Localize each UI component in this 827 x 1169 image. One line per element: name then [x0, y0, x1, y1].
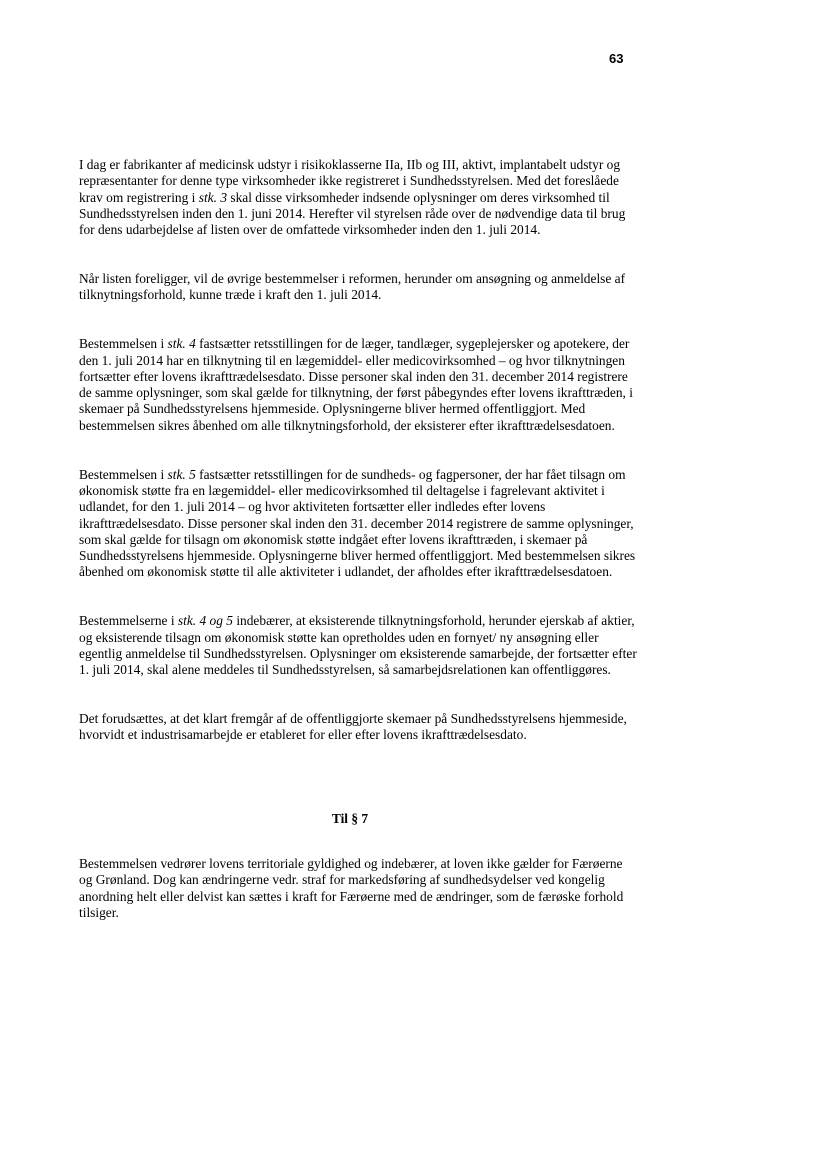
paragraph-text: Bestemmelserne i — [79, 613, 178, 629]
paragraph-text: Bestemmelsen i — [79, 336, 168, 352]
paragraph-stk-4 — [79, 336, 639, 434]
paragraph-forms — [79, 711, 639, 744]
paragraph-stk-4-and-5 — [79, 613, 639, 678]
legal-reference: stk. 3 — [198, 189, 228, 205]
document-body — [79, 157, 639, 776]
paragraph-text: fastsætter retsstillingen for de sundheds- og fagpersoner, der har fået tilsagn om økonomisk støtte fra en lægemiddel- eller medicovirksomhed til deltagelse i fagrelevant aktivitet i udlandet, for den 1. juli 2014 – og hvor aktiviteten fortsætter eller indledes efter lovens ikrafttrædelsesdato. Disse personer skal inden den 31. december 2014 registrere de samme oplysninger, som skal gælde for tilsagn om økonomisk støtte indgået efter lovens ikrafttræden, i skemaer på Sundhedsstyrelsens hjemmeside. Oplysningerne bliver hermed offentliggjort. Med bestemmelsen sikres åbenhed om økonomisk støtte til alle aktiviteter i udlandet, der afholdes efter ikrafttrædelsesdatoen. — [79, 466, 636, 580]
paragraph-list-available — [79, 271, 639, 304]
legal-reference: stk. 4 og 5 — [177, 613, 233, 629]
paragraph-territorial — [79, 856, 639, 921]
paragraph-registration — [79, 157, 639, 238]
legal-reference: stk. 4 — [167, 336, 196, 352]
paragraph-text: Bestemmelsen i — [79, 466, 168, 482]
paragraph-text: I dag er fabrikanter af medicinsk udstyr i risikoklasserne IIa, IIb og III, aktivt, implantabelt udstyr og repræsentanter for denne type virksomheder ikke registreret i Sundhedsstyrelsen. Med det foreslåede krav om registrering i — [79, 157, 621, 205]
paragraph-text: Bestemmelsen vedrører lovens territoriale gyldighed og indebærer, at loven ikke gælder for Færøerne og Grønland. Dog kan ændringerne vedr. straf for markedsføring af sundhedsydelser ved kongelig anordning helt eller delvist kan sættes i kraft for Færøerne med de ændringer, som de færøske forhold tilsiger. — [79, 856, 624, 920]
paragraph-stk-5 — [79, 467, 639, 581]
page-number: 63 — [609, 51, 624, 66]
section-heading: Til § 7 — [331, 811, 369, 826]
paragraph-text: fastsætter retsstillingen for de læger, tandlæger, sygeplejersker og apotekere, der den 1. juli 2014 har en tilknytning til en lægemiddel- eller medicovirksomhed – og hvor tilknytningen fortsætter efter lovens ikrafttrædelsesdato. Disse personer skal inden den 31. december 2014 registrere de samme oplysninger, som skal gælde for tilknytning, der først påbegyndes efter lovens ikrafttræden, i skemaer på Sundhedsstyrelsens hjemmeside. Oplysningerne bliver hermed offentliggjort. Med bestemmelsen sikres åbenhed om alle tilknytningsforhold, der eksisterer efter ikrafttrædelsesdatoen. — [79, 336, 633, 433]
legal-reference: stk. 5 — [167, 466, 196, 482]
paragraph-text: Det forudsættes, at det klart fremgår af de offentliggjorte skemaer på Sundhedsstyrelsens hjemmeside, hvorvidt et industrisamarbejde er etableret for eller efter lovens ikrafttrædelsesdato. — [79, 711, 627, 743]
paragraph-text: Når listen foreligger, vil de øvrige bestemmelser i reformen, herunder om ansøgning og anmeldelse af tilknytningsforhold, kunne træde i kraft den 1. juli 2014. — [79, 271, 626, 303]
paragraph-text: indebærer, at eksisterende tilknytningsforhold, herunder ejerskab af aktier, og eksisterende tilsagn om økonomisk støtte kan opretholdes uden en fornyet/ ny ansøgning eller egentlig anmeldelse til Sundhedsstyrelsen. Oplysninger om eksisterende samarbejde, der fortsætter efter 1. juli 2014, skal alene meddeles til Sundhedsstyrelsen, så samarbejdsrelationen kan offentliggøres. — [79, 613, 637, 678]
paragraph-text: skal disse virksomheder indsende oplysninger om deres virksomhed til Sundhedsstyrelsen inden den 1. juni 2014. Herefter vil styrelsen råde over de nødvendige data til brug for dens udarbejdelse af listen over de omfattede virksomheder inden den 1. juli 2014. — [79, 189, 626, 238]
